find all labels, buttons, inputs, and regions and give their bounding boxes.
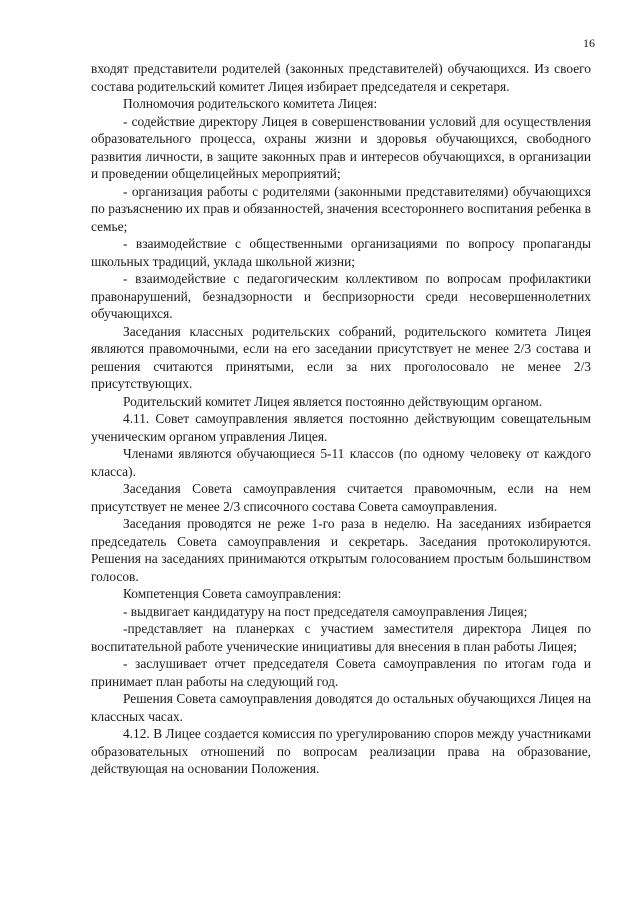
list-item-public-organizations: - взаимодействие с общественными организациями по вопросу пропаганды школьных традиций, уклада школьной жизни;	[91, 236, 591, 269]
paragraph-decisions-communicated: Решения Совета самоуправления доводятся до остальных обучающихся Лицея на классных часах.	[91, 691, 591, 724]
paragraph-meeting-frequency: Заседания проводятся не реже 1-го раза в неделю. На заседаниях избирается председатель Совета самоуправления и секретарь. Заседания протоколируются. Решения на заседаниях принимаются открытым голосованием простым большинством голосов.	[91, 516, 591, 584]
paragraph-continuation: входят представители родителей (законных представителей) обучающихся. Из своего состава родительский комитет Лицея избирает председателя и секретаря.	[91, 61, 591, 94]
list-item-presents-initiatives: -представляет на планерках с участием заместителя директора Лицея по воспитательной работе ученические инициативы для внесения в план работы Лицея;	[91, 621, 591, 654]
list-item-assist-director: - содействие директору Лицея в совершенствовании условий для осуществления образовательного процесса, охраны жизни и здоровья обучающихся, свободного развития личности, в защите законных прав и интересов обучающихся, в организации и проведении общелицейных мероприятий;	[91, 113, 591, 181]
list-item-hears-report: - заслушивает отчет председателя Совета самоуправления по итогам года и принимает план работы на следующий год.	[91, 656, 591, 689]
paragraph-council-competence-heading: Компетенция Совета самоуправления:	[123, 586, 342, 601]
paragraph-permanent-body: Родительский комитет Лицея является постоянно действующим органом.	[123, 393, 543, 409]
paragraph-section-4-11: 4.11. Совет самоуправления является постоянно действующим совещательным ученическим органом управления Лицея.	[91, 411, 591, 444]
list-item-nominates-chair: - выдвигает кандидатуру на пост председателя самоуправления Лицея;	[123, 603, 528, 619]
paragraph-members: Членами являются обучающиеся 5-11 классов (по одному человеку от каждого класса).	[91, 446, 591, 479]
paragraph-section-4-12: 4.12. В Лицее создается комиссия по урегулированию споров между участниками образовательных отношений по вопросам реализации права на образование, действующая на основании Положения.	[91, 726, 591, 776]
list-item-work-with-parents: - организация работы с родителями (законными представителями) обучающихся по разъяснению их прав и обязанностей, значения всестороннего воспитания ребенка в семье;	[91, 183, 591, 234]
paragraph-committee-powers-heading: Полномочия родительского комитета Лицея:	[123, 96, 378, 111]
list-item-teaching-staff: - взаимодействие с педагогическим коллективом по вопросам профилактики правонарушений, безнадзорности и беспризорности среди несовершеннолетних обучающихся.	[91, 271, 591, 321]
page-number: 16	[583, 36, 595, 50]
paragraph-meetings-quorum: Заседания классных родительских собраний, родительского комитета Лицея являются правомочными, если на его заседании присутствует не менее 2/3 состава и решения считаются принятыми, если за них проголосовало не менее 2/3 присутствующих.	[91, 323, 591, 391]
paragraph-council-quorum: Заседания Совета самоуправления считается правомочным, если на нем присутствует не менее 2/3 списочного состава Совета самоуправления.	[91, 481, 591, 514]
document-body	[91, 60, 591, 778]
